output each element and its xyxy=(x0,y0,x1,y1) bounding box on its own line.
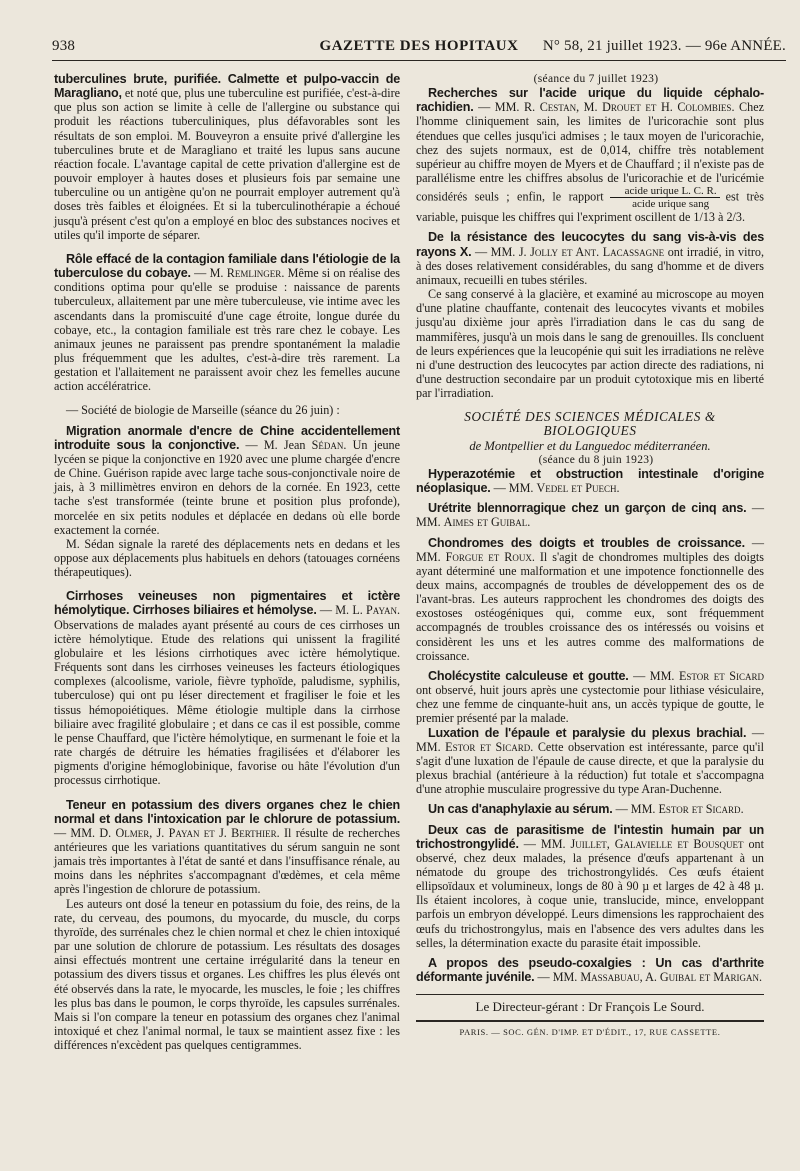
article-potassium: Teneur en potassium des divers organes chez le chien normal et dans l'intoxication par le chlorure de potassium. — MM. D. Olmer, J. Payan et J. Berthier. Il résulte de recherches antérieures que les variations quantitatives du sérum sanguin ne sont jamais très importantes à l'état de santé et dans l'insuffisance rénale, au moins dans les néphrites s'accompagnant d'œdèmes, et cela même après l'ingestion de chlorure de potassium. xyxy=(54,797,400,897)
right-column xyxy=(416,72,764,1040)
printer-line: PARIS. — SOC. GÉN. D'IMP. ET D'ÉDIT., 17, RUE CASSETTE. xyxy=(416,1020,764,1039)
page-number: 938 xyxy=(52,38,76,54)
article-body: est très variable, puisque les chiffres qui l'expriment oscillent de 1/13 à 2/3. xyxy=(416,189,764,225)
article-title: De la résistance des leucocytes du sang vis-à-vis des rayons X. xyxy=(416,230,764,259)
article-body: . Même si on réalise des conditions optima pour qu'elle se produise : naissance de parents tuberculeux, allaitement par une mère tuberculeuse, vie intime avec les ascendants dans la promiscuité d'une cage étroite, longue durée du cobaye, etc., la contagion familiale est très rare chez le cobaye. Les animaux jeunes ne paraissent pas prendre spontanément la maladie plus fréquemment que les adultes, c'est-à-dire très rarement. La gestation et l'allaitement ne paraissent avoir chez les femelles aucune action accélératrice. xyxy=(54,266,401,394)
article-author: Vedel et Puech xyxy=(536,481,617,496)
article-body: . Chez l'homme cliniquement sain, les limites de l'uricorachie sont plus étendues que celles jusqu'ici admises ; le taux moyen de l'uricorachie, chez des sujets normaux, est de 0,014, chiffre très notablement supérieur au chiffre moyen de Myers et de Chauffard ; il n'existe pas de parallélisme entre les chiffres absolus de l'uricorachie et de l'uricémie considérés seuls ; enfin, le rapport xyxy=(416,100,765,204)
article-body: . Observations de malades ayant présenté au cours de ces cirrhoses un ictère hémolytique. Etude des relations qui unissent la fragilité globulaire et les lésions cirrhotiques avec ictère hémolytique. Fréquents sont dans les cirrhoses veineuses les facteurs étiologiques complexes (alcoolisme, variole, fièvre typhoïde, paludisme, syphilis, tuberculose) qui ont pu léser directement et fragiliser le foie et les tissus hémopoiétiques. Même étiologie multiple dans la cirrhose biliaire avec fragilité globulaire ; et dans ce cas il est possible, comme le pense Chauffard, que l'ictère hémolytique, en surmenant le foie et la rate chargés de détruire les hématies fragilisées et d'élaborer les pigments d'origine hémoglobinique, favorise ou hâte l'évolution d'un processus cirrhotique. xyxy=(54,603,400,788)
article-body: . Un jeune lycéen se pique la conjonctive en 1920 avec une plume chargée d'encre de Chine. Guérison rapide avec large tache sous-conjonctivale noire de jais, à 3 millimètres environ en dehors de la cornée. En 1923, cette tache s'est transformée (teinte brune et position plus profonde), morcelée en six petits nodules et déplacée en dedans où elle borde exactement la cornée. xyxy=(54,437,401,537)
article-tuberculines xyxy=(54,72,400,242)
article-body: . Il résulte de recherches antérieures que les variations quantitatives du sérum sanguin ne sont jamais très importantes à l'état de santé et dans l'insuffisance rénale, au moins dans les néphrites s'accompagnant d'œdèmes, et cela même après l'ingestion de chlorure de potassium. xyxy=(54,825,400,897)
article-title: Chondromes des doigts et troubles de croissance. xyxy=(428,535,745,550)
left-column xyxy=(54,72,400,1052)
article-author: Jolly et Ant. Lacassagne xyxy=(530,244,665,259)
article-title: Hyperazotémie et obstruction intestinale d'origine néoplasique. xyxy=(416,466,764,496)
article-uretrite: Urétrite blennorragique chez un garçon de cinq ans. — MM. Aimes et Guibal. xyxy=(416,501,764,530)
article-author: Remlinger xyxy=(226,266,282,281)
society-subtitle: de Montpellier et du Languedoc méditerranéen. xyxy=(469,438,711,453)
ratio-fraction xyxy=(610,185,720,210)
article-cholecystite: Cholécystite calculeuse et goutte. — MM. Estor et Sicard ont observé, huit jours après une cystectomie pour lithiase vésiculaire, chez une femme de cinquante-huit ans, un accès typique de goutte, le premier présenté par la malade. xyxy=(416,668,764,726)
article-migration-cont: M. Sédan signale la rareté des déplacements nets en dedans et les oppose aux déplacements plus habituels en dehors (tatouages cornéens thérapeutiques). xyxy=(54,536,400,580)
article-author: Cestan, M. Drouet et H. Colombies xyxy=(539,100,732,115)
seance-date: (séance du 8 juin 1923) xyxy=(538,453,654,466)
article-body: ont observé, chez deux malades, la présence d'œufs appartenant à un nématode du groupe des trichostrongylidés. Ces œufs étaient ellipsoïdaux et volumineux, longs de 80 à 90 µ et larges de 42 à 48 µ. Ils étaient incolores, à coque unie, translucide, mince, enveloppant parfois un embryon développé. Leurs dimensions les rapprochaient des œufs du trichostrongylus, mais en l'absence des vers adultes dans les selles, la détermination exacte du parasite était impossible. xyxy=(416,836,764,950)
article-chondromes: Chondromes des doigts et troubles de croissance. — MM. Forgue et Roux. Il s'agit de chondromes multiples des doigts ayant déterminé une malformation et une impotence fonctionnelle des deux mains, accompagnés de troubles de développement des os de l'avant-bras. Les auteurs rapprochent les chondromes des doigts des exostoses ostéogéniques qui, comme eux, sont fréquemment accompagnés de troubles croissance des os intéressés ou voisins et considèrent les uns et les autres comme des malformations de croissance. xyxy=(416,535,764,663)
article-title: Recherches sur l'acide urique du liquide céphalo-rachidien. xyxy=(416,86,764,115)
article-title: Un cas d'anaphylaxie au sérum. xyxy=(428,802,613,817)
society-title: SOCIÉTÉ DES SCIENCES MÉDICALES & BIOLOGIQUES xyxy=(464,409,716,439)
article-title: Luxation de l'épaule et paralysie du plexus brachial. xyxy=(428,725,747,740)
article-author: Aimes et Guibal xyxy=(443,515,528,530)
article-title: A propos des pseudo-coxalgies : Un cas d'arthrite déformante juvénile. xyxy=(416,955,764,985)
issue-info: N° 58, 21 juillet 1923. — 96e ANNÉE. xyxy=(542,38,786,54)
director-line: Le Directeur-gérant : Dr François Le Sourd. xyxy=(475,999,705,1015)
article-potassium-cont: Les auteurs ont dosé la teneur en potassium du foie, des reins, de la rate, du cerveau, des poumons, du myocarde, du muscle, du corps thyroïde, des surrénales chez le chien normal et chez le chien intoxiqué par une solution de chlorure de potassium. Les résultats des dosages ainsi effectués montrent une certaine irrégularité dans la teneur en potassium des divers tissus et organes. Les chiffres les plus élevés ont été observés dans la rate, le myocarde, les muscles, le foie ; les chiffres les plus bas dans le poumon, le corps thyroïde, les capsules surrénales. Mais si l'on compare la teneur en potassium des organes chez l'animal intoxiqué et chez l'animal normal, le taux se maintient assez fixe : les différences n'excèdent pas quelques centigrammes. xyxy=(54,896,400,1053)
article-title: tuberculines brute, purifiée. Calmette et pulpo-vaccin de Maragliano, xyxy=(54,72,400,101)
article-author: Estor et Sicard xyxy=(658,802,741,817)
article-author: Estor et Sicard xyxy=(678,668,764,683)
article-title: Urétrite blennorragique chez un garçon de cinq ans. xyxy=(428,501,747,516)
article-body: et noté que, plus une tuberculine est purifiée, c'est-à-dire que plus son action se limite à celle de l'allergine ou substance qui produit les réactions tuberculiniques, plus défavorables sont les résultats de son emploi. M. Bouveyron a ensuite privé d'allergine les tuberculines brute et de Maragliano et traité les lupus sans aucune réaction focale. L'avantage capital de cette privation d'allergine est de pouvoir employer à hautes doses et plusieurs fois par semaine une tuberculine ou un antigène qu'on ne pourrait employer autrement qu'à doses très faibles et éloignées. Et si la tuberculinothérapie a échoué jusqu'à présent c'est qu'on a employé en bloc des substances nocives et utiles qu'il importe de séparer. xyxy=(54,86,400,242)
article-migration: Migration anormale d'encre de Chine accidentellement introduite sous la conjonctive. — M. Jean Sédan. Un jeune lycéen se pique la conjonctive en 1920 avec une plume chargée d'encre de Chine. Guérison rapide avec large tache sous-conjonctivale noire de jais, à 3 millimètres environ en dehors de la cornée. En 1923, cette tache s'est transformée (teinte brune et position plus profonde), morcelée en six petits nodules et déplacée en dedans où elle borde exactement la cornée. xyxy=(54,423,401,537)
article-body: ont observé, huit jours après une cystectomie pour lithiase vésiculaire, chez une femme de cinquante-huit ans, un accès typique de goutte, le premier présenté par la malade. xyxy=(416,683,764,726)
article-author: Olmer, J. Payan et J. Berthier xyxy=(115,825,277,840)
article-leucocytes: De la résistance des leucocytes du sang vis-à-vis des rayons X. — MM. J. Jolly et Ant. Lacassagne ont irradié, in vitro, à des doses relativement considérables, du sang d'homme et de divers animaux, recueilli en tubes stériles. xyxy=(416,230,764,287)
article-anaphylaxie: Un cas d'anaphylaxie au sérum. — MM. Estor et Sicard. xyxy=(428,802,744,817)
journal-title: GAZETTE DES HOPITAUX xyxy=(319,38,519,54)
article-author: Forgue et Roux xyxy=(445,549,532,564)
article-title: Cirrhoses veineuses non pigmentaires et ictère hémolytique. Cirrhoses biliaires et hémolyse. xyxy=(54,589,400,618)
article-author: Massabuau, A. Guibal et Marigan xyxy=(580,970,760,985)
article-hyperazotemie: Hyperazotémie et obstruction intestinale d'origine néoplasique. — MM. Vedel et Puech. xyxy=(416,466,764,496)
article-body: ont irradié, in vitro, à des doses relativement considérables, du sang d'homme et de divers animaux, recueilli en tubes stériles. xyxy=(416,244,764,287)
article-luxation: Luxation de l'épaule et paralysie du plexus brachial. — MM. Estor et Sicard. Cette observation est intéressante, parce qu'il s'agit d'une luxation de l'épaule de cause directe, et que la paralysie du plexus brachial (antérieure à la réduction) fut totale et s'accompagna d'une atrophie musculaire progressive du type Aran-Duchenne. xyxy=(416,725,764,797)
article-contagion: Rôle effacé de la contagion familiale dans l'étiologie de la tuberculose du cobaye. — M. Remlinger. Même si on réalise des conditions optima pour qu'elle se produise : naissance de parents tuberculeux, allaitement par une mère tuberculeuse, vie intime avec les ascendants dans la promiscuité d'une cage étroite, longue durée du cobaye, etc., la contagion familiale est très rare chez le cobaye. Les animaux jeunes ne paraissent pas prendre spontanément la maladie plus fréquemment que les adultes, c'est-à-dire très rarement. La gestation et l'allaitement ne paraissent avoir chez les femelles aucune action accélératrice. xyxy=(54,251,401,394)
article-author: Sédan xyxy=(311,437,344,452)
article-title: Cholécystite calculeuse et goutte. xyxy=(428,668,629,683)
seance-date: (séance du 7 juillet 1923) xyxy=(533,73,659,85)
page-footer xyxy=(416,994,764,1039)
fraction-numerator: acide urique L. C. R. xyxy=(610,185,720,198)
article-title: Deux cas de parasitisme de l'intestin humain par un trichostrongylidé. xyxy=(416,822,764,851)
article-cirrhoses: Cirrhoses veineuses non pigmentaires et ictère hémolytique. Cirrhoses biliaires et hémolyse. — M. L. Payan. Observations de malades ayant présenté au cours de ces cirrhoses un ictère hémolytique. Etude des relations qui unissent la fragilité globulaire et les lésions cirrhotiques avec ictère hémolytique. Fréquents sont dans les cirrhoses veineuses les facteurs étiologiques complexes (alcoolisme, variole, fièvre typhoïde, paludisme, syphilis, tuberculose) qui ont pu léser directement et fragiliser le foie et les tissus hémopoiétiques. Même étiologie multiple dans la cirrhose biliaire avec fragilité globulaire ; et dans ce cas il est possible, comme le pense Chauffard, que l'ictère hémolytique, en surmenant le foie et la rate chargés de détruire les hématies fragilisées et d'élaborer les pigments d'origine hémoglobinique, favorise ou hâte l'évolution d'un processus cirrhotique. xyxy=(54,589,400,788)
article-body: . Il s'agit de chondromes multiples des doigts ayant déterminé une malformation et une impotence fonctionnelle des deux mains, accompagnés de troubles de développement des os de l'avant-bras. Les auteurs rapprochent les chondromes des doigts des exostoses ostéogéniques qui, comme eux, sont fréquemment accompagnés de troubles croissance des os intéressés ou voisins et considèrent les uns et les autres comme des malformations de croissance. xyxy=(416,549,764,663)
article-author: Estor et Sicard xyxy=(445,739,531,754)
article-title: Teneur en potassium des divers organes chez le chien normal et dans l'intoxication par le chlorure de potassium. xyxy=(54,797,400,826)
article-leucocytes-cont: Ce sang conservé à la glacière, et examiné au microscope au moyen d'une platine chauffante, contenait des leucocytes vivants et mobiles jusqu'au dixième jour après l'irradiation dans le cas du sang de mammifères, jusqu'à un mois dans le sang de grenouilles. Ils concluent de leurs expériences que la leucopénie qui suit les irradiations ne relève ni d'une destruction des leucocytes par action directe des radiations, ni d'une destruction secondaire par un produit cytotoxique mis en liberté par l'irradiation. xyxy=(416,287,764,401)
article-body: . Cette observation est intéressante, parce qu'il s'agit d'une luxation de l'épaule de cause directe, et que la paralysie du plexus brachial (antérieure à la réduction) fut totale et s'accompagna d'une atrophie musculaire progressive du type Aran-Duchenne. xyxy=(416,739,764,797)
article-acide-urique: Recherches sur l'acide urique du liquide céphalo-rachidien. — MM. R. Cestan, M. Drouet et H. Colombies. Chez l'homme cliniquement sain, les limites de l'uricorachie sont plus étendues que celles jusqu'ici admises ; le taux moyen de l'uricorachie, chez des sujets normaux, est de 0,014, chiffre très notablement supérieur au chiffre moyen de Myers et de Chauffard ; il n'existe pas de parallélisme entre les chiffres absolus de l'uricorachie et de l'uricémie considérés seuls ; enfin, le rapport $\frac{\text{acide urique L. C. R.}}{\text{acide urique sang}}$ est très variable, puisque les chiffres qui l'expriment oscillent de 1/13 à 2/3. xyxy=(416,86,765,225)
article-parasitisme: Deux cas de parasitisme de l'intestin humain par un trichostrongylidé. — MM. Juillet, Galavielle et Bousquet ont observé, chez deux malades, la présence d'œufs appartenant à un nématode du groupe des trichostrongylidés. Ces œufs étaient ellipsoïdaux et volumineux, longs de 80 à 90 µ et larges de 42 à 48 µ. Ils étaient incolores, à coque unie, translucide, mince, enveloppant parfois un embryon développé. Leurs dimensions les rapprochaient des œufs du trichostrongylus, mais en l'absence des vers adultes dans les selles, la détermination exacte du parasite était impossible. xyxy=(416,822,764,950)
article-title: Rôle effacé de la contagion familiale dans l'étiologie de la tuberculose du cobaye. xyxy=(54,251,400,281)
article-title: Migration anormale d'encre de Chine accidentellement introduite sous la conjonctive. xyxy=(54,423,400,452)
article-author: Payan xyxy=(366,603,397,618)
article-coxalgies: A propos des pseudo-coxalgies : Un cas d'arthrite déformante juvénile. — MM. Massabuau, A. Guibal et Marigan. xyxy=(416,955,764,985)
article-author: Juillet, Galavielle et Bousquet xyxy=(570,836,744,851)
society-marseille: — Société de biologie de Marseille (séance du 26 juin) : xyxy=(66,403,340,418)
page-header xyxy=(52,30,786,61)
fraction-denominator: acide urique sang xyxy=(632,198,710,211)
